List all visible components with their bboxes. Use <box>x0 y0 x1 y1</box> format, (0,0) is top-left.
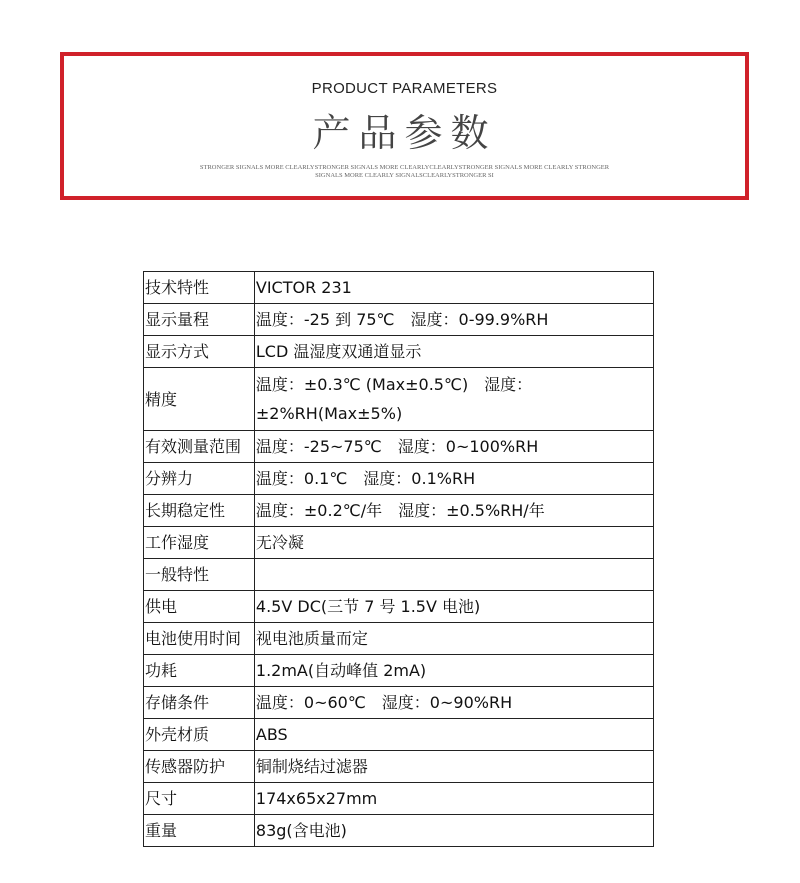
param-key: 传感器防护 <box>144 751 255 783</box>
table-row <box>144 463 654 495</box>
table-row <box>144 623 654 655</box>
table-row <box>144 559 654 591</box>
parameters-table <box>143 271 654 847</box>
table-row <box>144 719 654 751</box>
table-row <box>144 591 654 623</box>
param-key: 精度 <box>144 368 255 431</box>
param-key: 分辨力 <box>144 463 255 495</box>
param-key: 电池使用时间 <box>144 623 255 655</box>
param-value: 83g(含电池) <box>254 815 653 847</box>
banner-english-title: PRODUCT PARAMETERS <box>311 80 498 97</box>
param-value: 温度：0~60℃ 湿度：0~90%RH <box>254 687 653 719</box>
param-key: 技术特性 <box>144 272 255 304</box>
table-row <box>144 368 654 431</box>
table-row <box>144 431 654 463</box>
table-row <box>144 751 654 783</box>
param-value: LCD 温湿度双通道显示 <box>254 336 653 368</box>
param-key: 重量 <box>144 815 255 847</box>
param-value: VICTOR 231 <box>254 272 653 304</box>
param-key: 长期稳定性 <box>144 495 255 527</box>
table-row <box>144 495 654 527</box>
banner-tagline: STRONGER SIGNALS MORE CLEARLYSTRONGER SIGNALS MORE CLEARLYCLEARLYSTRONGER SIGNALS MORE CLEARLY STRONGER SIGNALS MORE CLEARLY SIGNALSCLEARLYSTRONGER SI <box>199 164 610 179</box>
param-key: 功耗 <box>144 655 255 687</box>
param-value: 温度：-25~75℃ 湿度：0~100%RH <box>254 431 653 463</box>
param-key: 显示方式 <box>144 336 255 368</box>
param-key: 外壳材质 <box>144 719 255 751</box>
param-value: 174x65x27mm <box>254 783 653 815</box>
param-value: 温度：±0.3℃ (Max±0.5℃) 湿度：±2%RH(Max±5%) <box>254 368 653 431</box>
table-row <box>144 783 654 815</box>
table-row <box>144 655 654 687</box>
table-row <box>144 527 654 559</box>
param-key: 工作湿度 <box>144 527 255 559</box>
param-value: 无冷凝 <box>254 527 653 559</box>
param-key: 有效测量范围 <box>144 431 255 463</box>
param-value: 温度：-25 到 75℃ 湿度：0-99.9%RH <box>254 304 653 336</box>
product-parameters-banner <box>60 52 749 200</box>
table-row <box>144 815 654 847</box>
param-value <box>254 559 653 591</box>
table-row <box>144 304 654 336</box>
param-value: 铜制烧结过滤器 <box>254 751 653 783</box>
table-row <box>144 272 654 304</box>
param-value: 视电池质量而定 <box>254 623 653 655</box>
param-key: 供电 <box>144 591 255 623</box>
banner-chinese-title: 产品参数 <box>312 111 497 155</box>
param-key: 显示量程 <box>144 304 255 336</box>
param-key: 存储条件 <box>144 687 255 719</box>
param-key: 尺寸 <box>144 783 255 815</box>
table-row <box>144 687 654 719</box>
param-key: 一般特性 <box>144 559 255 591</box>
param-value: 1.2mA(自动峰值 2mA) <box>254 655 653 687</box>
param-value: 温度：0.1℃ 湿度：0.1%RH <box>254 463 653 495</box>
param-value: 4.5V DC(三节 7 号 1.5V 电池) <box>254 591 653 623</box>
table-row <box>144 336 654 368</box>
param-value: ABS <box>254 719 653 751</box>
param-value: 温度：±0.2℃/年 湿度：±0.5%RH/年 <box>254 495 653 527</box>
